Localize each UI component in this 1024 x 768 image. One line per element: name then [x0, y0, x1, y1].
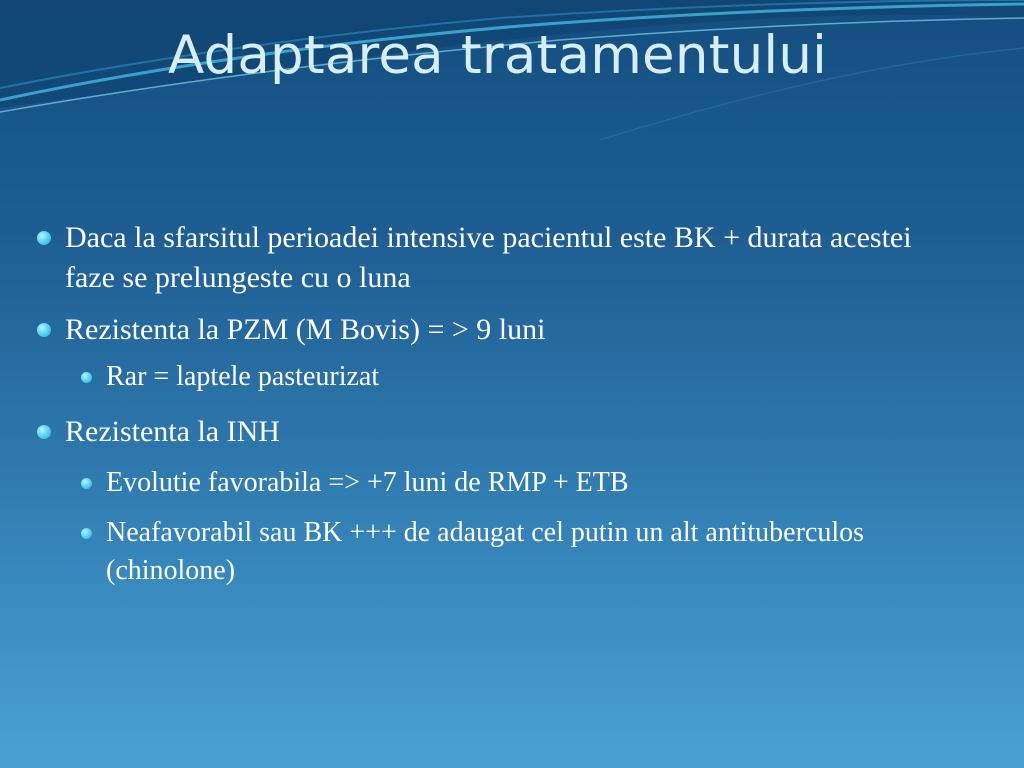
sub-bullet-dot-icon	[81, 478, 92, 489]
sub-bullet-dot-icon	[81, 372, 92, 383]
sub-bullet-text: Rar = laptele pasteurizat	[106, 361, 380, 392]
bullet-dot-icon	[37, 323, 51, 337]
bullet-item	[65, 310, 965, 350]
sub-bullet-dot-icon	[81, 528, 92, 539]
bullet-item	[65, 412, 965, 452]
sub-bullet-text: Evolutie favorabila => +7 luni de RMP + ETB	[106, 467, 629, 498]
bullet-dot-icon	[37, 425, 51, 439]
sub-bullet-text: Neafavorabil sau BK +++ de adaugat cel putin un alt antituberculos (chinolone)	[106, 517, 865, 586]
bullet-text: Rezistenta la INH	[65, 415, 280, 448]
bullet-text: Daca la sfarsitul perioadei intensive pacientul este BK + durata acestei faze se prelungeste cu o luna	[65, 221, 912, 294]
slide-content	[0, 218, 1024, 590]
bullet-item	[65, 218, 965, 298]
sub-bullet-item	[106, 358, 966, 396]
sub-bullet-item	[106, 464, 966, 502]
slide-title: Adaptarea tratamentului	[168, 25, 828, 86]
bullet-text: Rezistenta la PZM (M Bovis) = > 9 luni	[65, 313, 546, 346]
sub-bullet-item	[106, 514, 966, 590]
bullet-dot-icon	[37, 231, 51, 245]
